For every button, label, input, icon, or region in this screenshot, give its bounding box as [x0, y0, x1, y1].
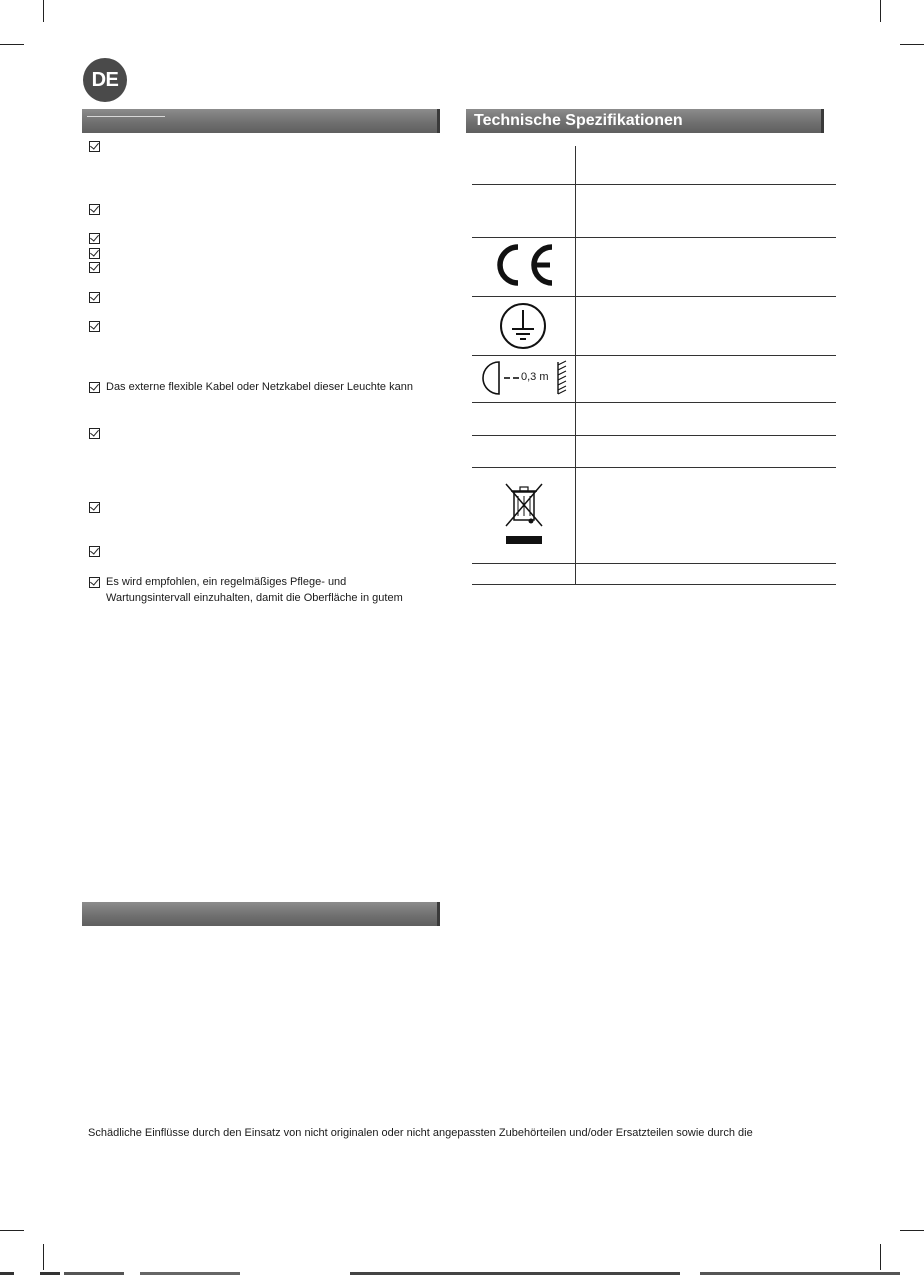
checkbox-icon: [89, 321, 100, 332]
table-rule: [472, 467, 836, 468]
checkbox-icon: [89, 577, 100, 588]
table-rule: [472, 435, 836, 436]
crop-mark: [43, 1244, 44, 1270]
section-bar-specs: Technische Spezifikationen: [466, 109, 824, 133]
checklist-item: Es wird empfohlen, ein regelmäßiges Pflege- und: [106, 576, 347, 588]
checkbox-icon: [89, 248, 100, 259]
checkbox-icon: [89, 546, 100, 557]
footer-text: Schädliche Einflüsse durch den Einsatz von nicht originalen oder nicht angepassten Zubehörteilen und/oder Ersatzteilen sowie durch die: [88, 1127, 753, 1139]
table-divider: [575, 146, 576, 585]
crop-mark: [900, 44, 924, 45]
section-bar-underline: [87, 116, 165, 117]
distance-label: 0,3 m: [521, 371, 549, 383]
checkbox-icon: [89, 262, 100, 273]
table-rule: [472, 584, 836, 585]
table-rule: [472, 237, 836, 238]
section-bar-left-top: [82, 109, 440, 133]
crop-mark: [0, 44, 24, 45]
table-rule: [472, 296, 836, 297]
print-registration-strip: [0, 1270, 924, 1276]
checklist-item: Das externe flexible Kabel oder Netzkabel dieser Leuchte kann: [106, 381, 413, 393]
checkbox-icon: [89, 382, 100, 393]
protective-earth-icon: [498, 301, 548, 351]
language-badge: DE: [83, 58, 127, 102]
checkbox-icon: [89, 428, 100, 439]
table-rule: [472, 355, 836, 356]
checkbox-icon: [89, 204, 100, 215]
table-rule: [472, 402, 836, 403]
crop-mark: [43, 0, 44, 22]
checkbox-icon: [89, 502, 100, 513]
table-rule: [472, 563, 836, 564]
crop-mark: [0, 1230, 24, 1231]
section-bar-left-bottom: [82, 902, 440, 926]
crop-mark: [880, 0, 881, 22]
checkbox-icon: [89, 141, 100, 152]
crop-mark: [880, 1244, 881, 1270]
crop-mark: [900, 1230, 924, 1231]
table-rule: [472, 184, 836, 185]
ce-mark-icon: [490, 242, 558, 288]
weee-bin-icon: [502, 480, 546, 546]
checklist-item-continuation: Wartungsintervall einzuhalten, damit die Oberfläche in gutem: [106, 592, 403, 604]
checkbox-icon: [89, 292, 100, 303]
checkbox-icon: [89, 233, 100, 244]
